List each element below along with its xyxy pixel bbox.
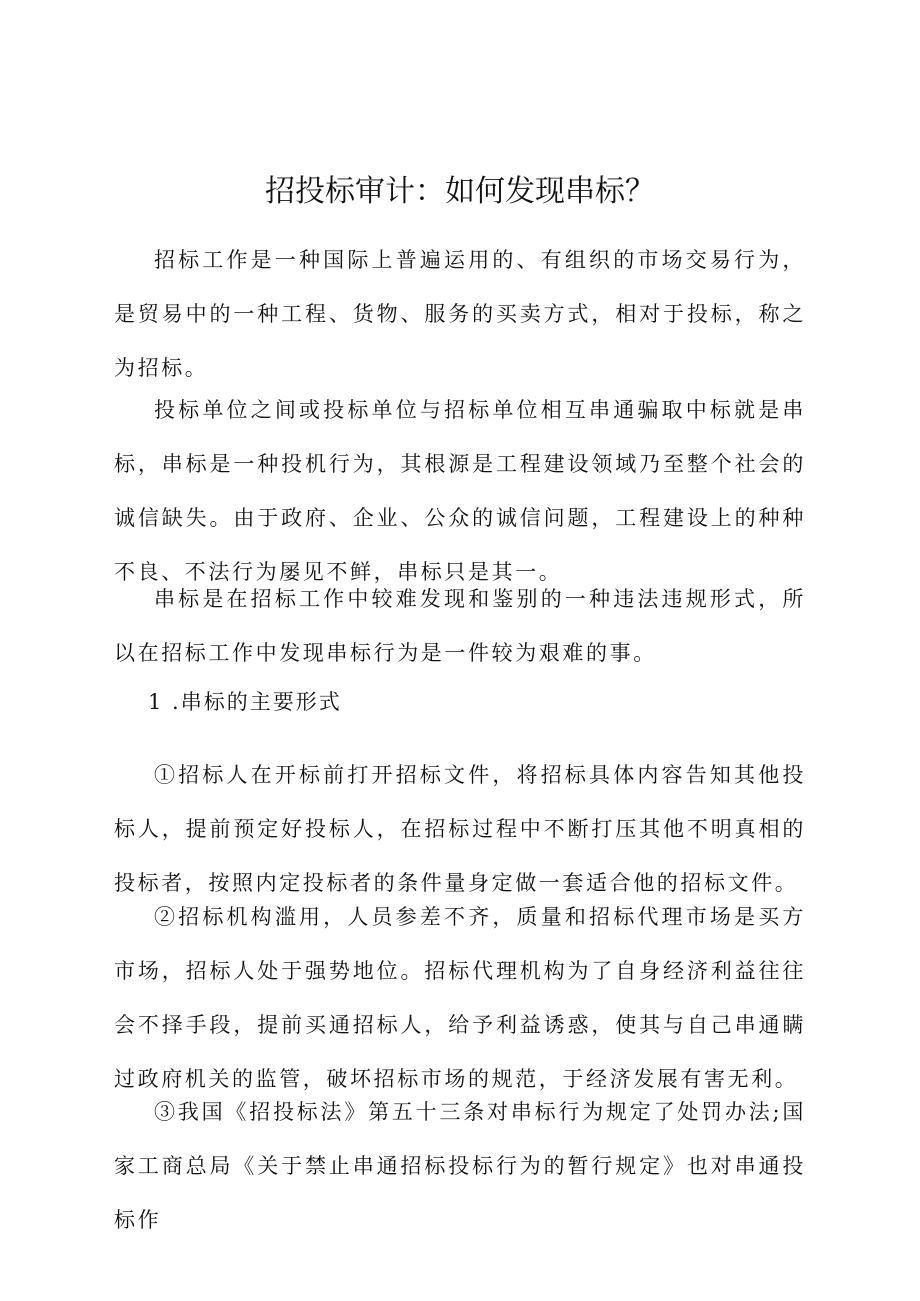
paragraph-intro: 招标工作是一种国际上普遍运用的、有组织的市场交易行为，是贸易中的一种工程、货物、服务的买卖方式，相对于投标，称之为招标。 bbox=[114, 248, 806, 380]
page-title: 招投标审计：如何发现串标？ bbox=[265, 174, 655, 209]
list-item: ③我国《招投标法》第五十三条对串标行为规定了处罚办法;国家工商总局《关于禁止串通招标投标行为的暂行规定》也对串通投标作 bbox=[114, 1100, 806, 1232]
list-item: ①招标人在开标前打开招标文件，将招标具体内容告知其他投标人，提前预定好投标人，在招标过程中不断打压其他不明真相的投标者，按照内定投标者的条件量身定做一套适合他的招标文件。 bbox=[114, 763, 806, 895]
paragraph-difficulty: 串标是在招标工作中较难发现和鉴别的一种违法违规形式，所以在招标工作中发现串标行为是一件较为艰难的事。 bbox=[114, 587, 806, 665]
paragraph-definition: 投标单位之间或投标单位与招标单位相互串通骗取中标就是串标，串标是一种投机行为，其根源是工程建设领域乃至整个社会的诚信缺失。由于政府、企业、公众的诚信问题，工程建设上的种种不良、不法行为屡见不鲜，串标只是其一。 bbox=[114, 398, 806, 584]
list-item: ②招标机构滥用，人员参差不齐，质量和招标代理市场是买方市场，招标人处于强势地位。招标代理机构为了自身经济利益往往会不择手段，提前买通招标人，给予利益诱惑，使其与自己串通瞒过政府机关的监管，破坏招标市场的规范，于经济发展有害无利。 bbox=[114, 905, 806, 1091]
section-heading: 1 .串标的主要形式 bbox=[148, 690, 342, 714]
